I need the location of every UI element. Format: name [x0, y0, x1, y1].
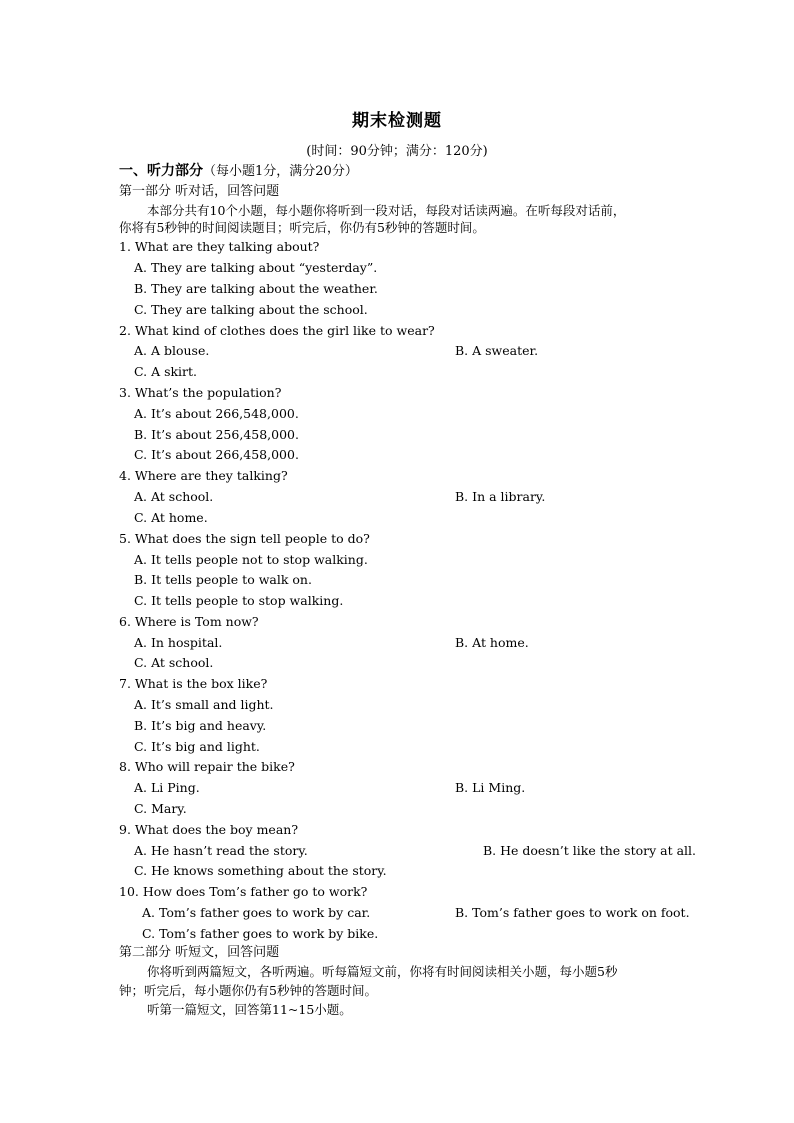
section2-intro-line2: 钟；听完后，每小题你仍有5秒钟的答题时间。 — [119, 983, 377, 998]
q2-option-b: B. A sweater. — [455, 343, 539, 358]
q7-option-c: C. It’s big and light. — [134, 739, 260, 754]
question-1: 1. What are they talking about? — [119, 239, 320, 254]
q2-option-c: C. A skirt. — [134, 364, 198, 379]
section2-heading: 第二部分 听短文，回答问题 — [119, 945, 280, 960]
part1-title: 一、听力部分 — [119, 163, 203, 179]
q9-option-a: A. He hasn’t read the story. — [134, 843, 308, 858]
q6-option-b: B. At home. — [455, 635, 529, 650]
q4-option-b: B. In a library. — [455, 489, 546, 504]
question-5: 5. What does the sign tell people to do? — [119, 531, 370, 546]
question-9: 9. What does the boy mean? — [119, 822, 299, 837]
section2-intro-line1: 你将听到两篇短文，各听两遍。听每篇短文前，你将有时间阅读相关小题，每小题5秒 — [147, 964, 618, 979]
q3-option-c: C. It’s about 266,458,000. — [134, 447, 299, 462]
question-7: 7. What is the box like? — [119, 676, 268, 691]
page-title: 期末检测题 — [352, 111, 442, 131]
section1-intro-line1: 本部分共有10个小题，每小题你将听到一段对话，每段对话读两遍。在听每段对话前， — [147, 203, 626, 218]
question-10: 10. How does Tom’s father go to work? — [119, 884, 368, 899]
part1-heading — [119, 163, 358, 180]
part1-note: （每小题1分，满分20分） — [203, 164, 358, 179]
q3-option-b: B. It’s about 256,458,000. — [134, 427, 299, 442]
question-2: 2. What kind of clothes does the girl like to wear? — [119, 323, 435, 338]
q10-option-a: A. Tom’s father goes to work by car. — [142, 905, 371, 920]
q8-option-c: C. Mary. — [134, 801, 187, 816]
question-6: 6. Where is Tom now? — [119, 614, 259, 629]
q7-option-b: B. It’s big and heavy. — [134, 718, 267, 733]
q9-option-b: B. He doesn’t like the story at all. — [483, 843, 696, 858]
section1-heading: 第一部分 听对话，回答问题 — [119, 184, 280, 199]
q4-option-c: C. At home. — [134, 510, 208, 525]
question-3: 3. What’s the population? — [119, 385, 282, 400]
q6-option-a: A. In hospital. — [134, 635, 223, 650]
q1-option-b: B. They are talking about the weather. — [134, 281, 378, 296]
q10-option-b: B. Tom’s father goes to work on foot. — [455, 905, 690, 920]
question-4: 4. Where are they talking? — [119, 468, 288, 483]
q7-option-a: A. It’s small and light. — [134, 697, 274, 712]
section2-passage1-instruction: 听第一篇短文，回答第11~15小题。 — [147, 1002, 352, 1017]
q1-option-a: A. They are talking about “yesterday”. — [134, 260, 378, 275]
q4-option-a: A. At school. — [134, 489, 214, 504]
page-subtitle: (时间：90分钟；满分：120分) — [306, 144, 488, 159]
q1-option-c: C. They are talking about the school. — [134, 302, 368, 317]
question-8: 8. Who will repair the bike? — [119, 759, 295, 774]
q3-option-a: A. It’s about 266,548,000. — [134, 406, 299, 421]
q8-option-a: A. Li Ping. — [134, 780, 200, 795]
q5-option-c: C. It tells people to stop walking. — [134, 593, 344, 608]
q10-option-c: C. Tom’s father goes to work by bike. — [142, 926, 379, 941]
q6-option-c: C. At school. — [134, 655, 214, 670]
q2-option-a: A. A blouse. — [134, 343, 210, 358]
q9-option-c: C. He knows something about the story. — [134, 863, 387, 878]
section1-intro-line2: 你将有5秒钟的时间阅读题目；听完后，你仍有5秒钟的答题时间。 — [119, 220, 485, 235]
q5-option-a: A. It tells people not to stop walking. — [134, 552, 368, 567]
q8-option-b: B. Li Ming. — [455, 780, 526, 795]
q5-option-b: B. It tells people to walk on. — [134, 572, 312, 587]
